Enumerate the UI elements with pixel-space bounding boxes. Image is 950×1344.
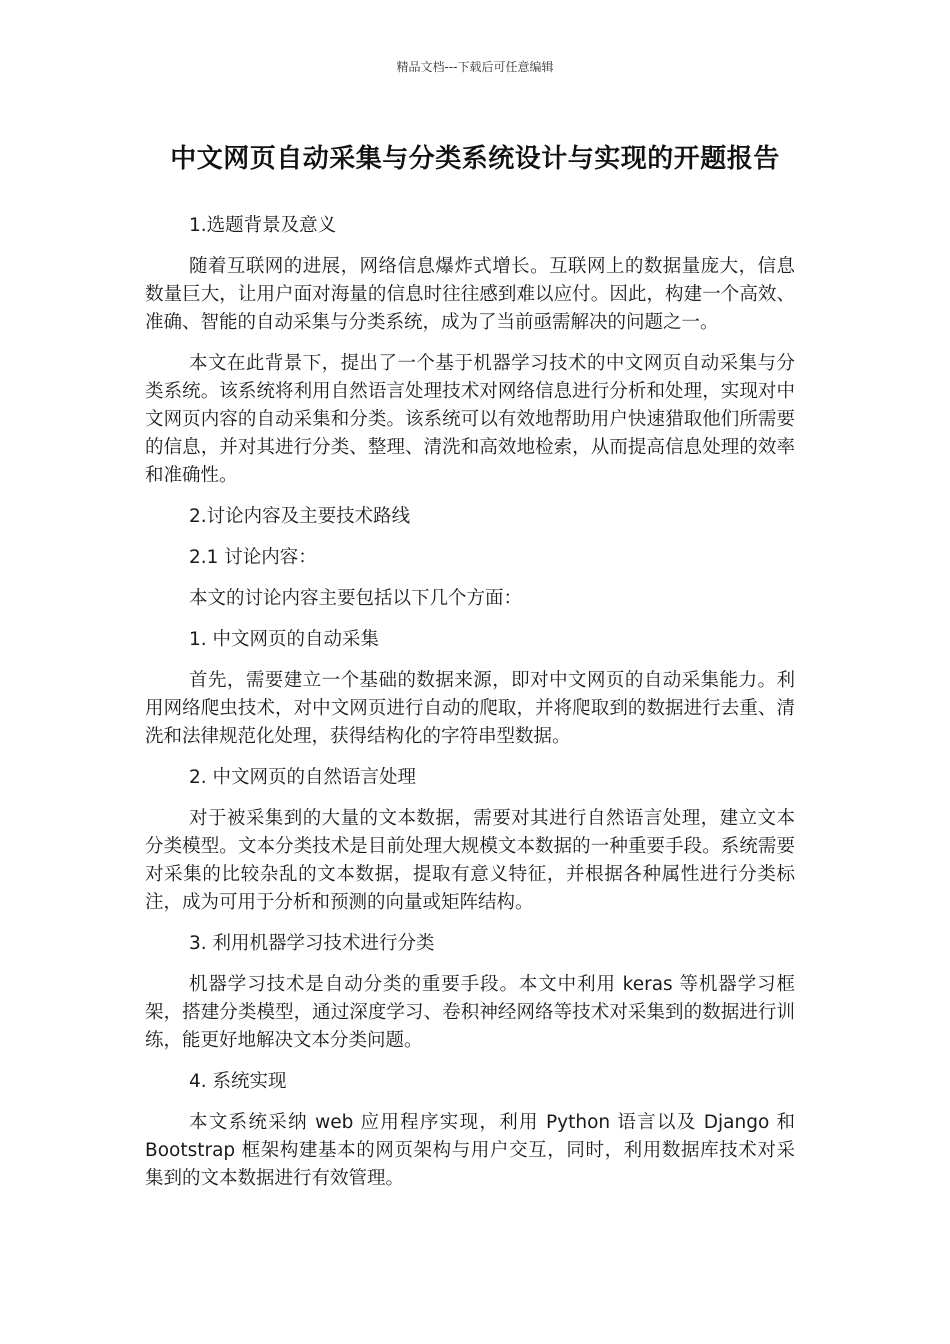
paragraph: 本文系统采纳 web 应用程序实现，利用 Python 语言以及 Django 和 Bootstrap 框架构建基本的网页架构与用户交互，同时，利用数据库技术对采集到的文本数据进行有效管理。 (145, 1112, 795, 1189)
paragraph: 首先，需要建立一个基础的数据来源，即对中文网页的自动采集能力。利用网络爬虫技术，对中文网页进行自动的爬取，并将爬取到的数据进行去重、清洗和法律规范化处理，获得结构化的字符串型数据。 (145, 670, 795, 747)
item-heading: 2. 中文网页的自然语言处理 (189, 767, 417, 788)
item-heading: 4. 系统实现 (189, 1071, 287, 1092)
section-heading: 2.讨论内容及主要技术路线 (189, 506, 411, 527)
item-heading: 3. 利用机器学习技术进行分类 (189, 933, 435, 954)
document-title: 中文网页自动采集与分类系统设计与实现的开题报告 (170, 144, 780, 174)
section-heading: 1.选题背景及意义 (189, 215, 337, 236)
subsection-heading: 2.1 讨论内容： (189, 547, 317, 568)
paragraph: 对于被采集到的大量的文本数据，需要对其进行自然语言处理，建立文本分类模型。文本分类技术是目前处理大规模文本数据的一种重要手段。系统需要对采集的比较杂乱的文本数据，提取有意义特征，并根据各种属性进行分类标注，成为可用于分析和预测的向量或矩阵结构。 (145, 808, 795, 913)
item-heading: 1. 中文网页的自动采集 (189, 629, 380, 650)
paragraph: 随着互联网的进展，网络信息爆炸式增长。互联网上的数据量庞大，信息数量巨大，让用户面对海量的信息时往往感到难以应付。因此，构建一个高效、准确、智能的自动采集与分类系统，成为了当前亟需解决的问题之一。 (145, 256, 795, 333)
paragraph: 本文在此背景下，提出了一个基于机器学习技术的中文网页自动采集与分类系统。该系统将利用自然语言处理技术对网络信息进行分析和处理，实现对中文网页内容的自动采集和分类。该系统可以有效地帮助用户快速猎取他们所需要的信息，并对其进行分类、整理、清洗和高效地检索，从而提高信息处理的效率和准确性。 (145, 353, 795, 486)
intro-line: 本文的讨论内容主要包括以下几个方面： (189, 588, 523, 609)
document-body (145, 212, 795, 1206)
header-note: 精品文档---下载后可任意编辑 (396, 60, 554, 74)
paragraph: 机器学习技术是自动分类的重要手段。本文中利用 keras 等机器学习框架，搭建分类模型，通过深度学习、卷积神经网络等技术对采集到的数据进行训练，能更好地解决文本分类问题。 (145, 974, 795, 1051)
